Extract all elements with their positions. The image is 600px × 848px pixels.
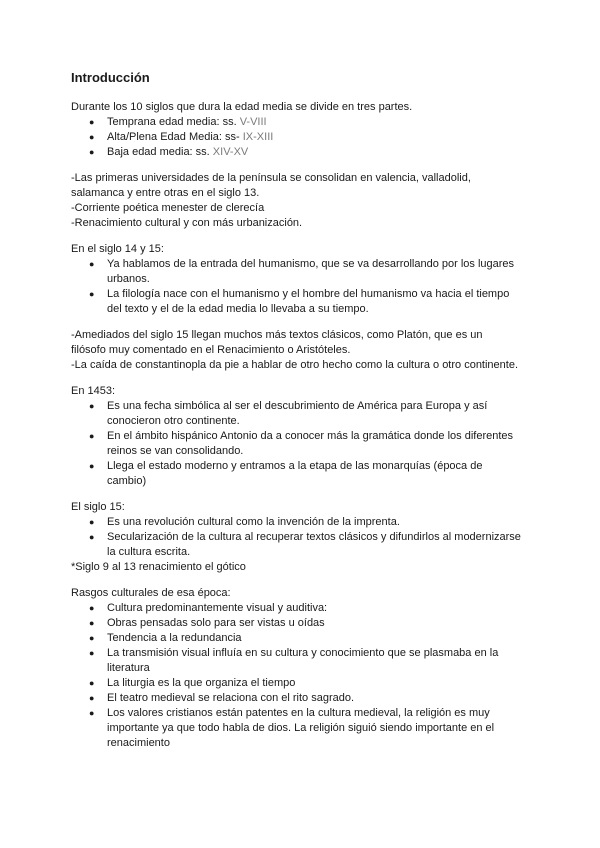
- section-heading: Rasgos culturales de esa época:: [71, 587, 231, 599]
- bullet-icon: ●: [89, 147, 95, 157]
- list-item: ● La liturgia es la que organiza el tiempo: [89, 677, 296, 689]
- list-item: ● Cultura predominantemente visual y auditiva:: [89, 602, 328, 614]
- rasgos-list: [71, 601, 541, 751]
- periods-list: [71, 115, 541, 160]
- note-line: filósofo muy comentado en el Renacimiento o Aristóteles.: [71, 344, 351, 356]
- note-line: -Las primeras universidades de la península se consolidan en valencia, valladolid,: [71, 172, 471, 184]
- list-item: ● Obras pensadas solo para ser vistas u oídas: [89, 617, 325, 629]
- siglo14-list: [71, 257, 541, 317]
- note-line: -Corriente poética menester de clerecía: [71, 202, 265, 214]
- list-item: ● Tendencia a la redundancia: [89, 632, 242, 644]
- bullet-icon: ●: [89, 461, 95, 471]
- page-title: Introducción: [71, 70, 150, 85]
- bullet-icon: ●: [89, 648, 95, 658]
- bullet-icon: ●: [89, 693, 95, 703]
- document-page: [71, 70, 541, 751]
- bullet-icon: ●: [89, 431, 95, 441]
- list-item: ● Temprana edad media: ss. V-VIII: [89, 116, 267, 128]
- bullet-icon: ●: [89, 708, 95, 718]
- list-item: ● Ya hablamos de la entrada del humanismo, que se va desarrollando por los lugares urbanos.: [89, 258, 515, 285]
- bullet-icon: ●: [89, 259, 95, 269]
- bullet-icon: ●: [89, 532, 95, 542]
- note-line: -La caída de constantinopla da pie a hablar de otro hecho como la cultura o otro continente.: [71, 359, 519, 371]
- list-item: ● Baja edad media: ss. XIV-XV: [89, 146, 249, 158]
- note-line: salamanca y entre otras en el siglo 13.: [71, 187, 260, 199]
- bullet-icon: ●: [89, 678, 95, 688]
- bullet-icon: ●: [89, 289, 95, 299]
- list-item: ● La filología nace con el humanismo y el hombre del humanismo va hacia el tiempo del texto y el de la edad media lo llevaba a su tiempo.: [89, 288, 510, 315]
- section-heading: En el siglo 14 y 15:: [71, 243, 164, 255]
- note-line: *Siglo 9 al 13 renacimiento el gótico: [71, 561, 246, 573]
- list-item: ● Alta/Plena Edad Media: ss- IX-XIII: [89, 131, 274, 143]
- list-item: ● El teatro medieval se relaciona con el rito sagrado.: [89, 692, 355, 704]
- section-heading: En 1453:: [71, 385, 116, 397]
- list-item: ● Llega el estado moderno y entramos a la etapa de las monarquías (época de cambio): [89, 460, 483, 487]
- list-item: ● Los valores cristianos están patentes en la cultura medieval, la religión es muy importante ya que todo habla de dios. La religión siguió siendo importante en el renacimiento: [89, 707, 495, 749]
- bullet-icon: ●: [89, 517, 95, 527]
- list-item: ● En el ámbito hispánico Antonio da a conocer más la gramática donde los diferentes reinos se van consolidando.: [89, 430, 514, 457]
- siglo15-list: [71, 515, 541, 560]
- note-line: -Renacimiento cultural y con más urbanización.: [71, 217, 303, 229]
- section-heading: El siglo 15:: [71, 501, 125, 513]
- intro-text: Durante los 10 siglos que dura la edad media se divide en tres partes.: [71, 101, 413, 113]
- list-item: ● Es una fecha simbólica al ser el descubrimiento de América para Europa y así conocieron otro continente.: [89, 400, 488, 427]
- bullet-icon: ●: [89, 633, 95, 643]
- bullet-icon: ●: [89, 603, 95, 613]
- note-line: -Amediados del siglo 15 llegan muchos más textos clásicos, como Platón, que es un: [71, 329, 483, 341]
- bullet-icon: ●: [89, 117, 95, 127]
- bullet-icon: ●: [89, 132, 95, 142]
- bullet-icon: ●: [89, 401, 95, 411]
- y1453-list: [71, 399, 541, 489]
- list-item: ● Es una revolución cultural como la invención de la imprenta.: [89, 516, 400, 528]
- bullet-icon: ●: [89, 618, 95, 628]
- list-item: ● La transmisión visual influía en su cultura y conocimiento que se plasmaba en la literatura: [89, 647, 499, 674]
- list-item: ● Secularización de la cultura al recuperar textos clásicos y difundirlos al modernizarse la cultura escrita.: [89, 531, 521, 558]
